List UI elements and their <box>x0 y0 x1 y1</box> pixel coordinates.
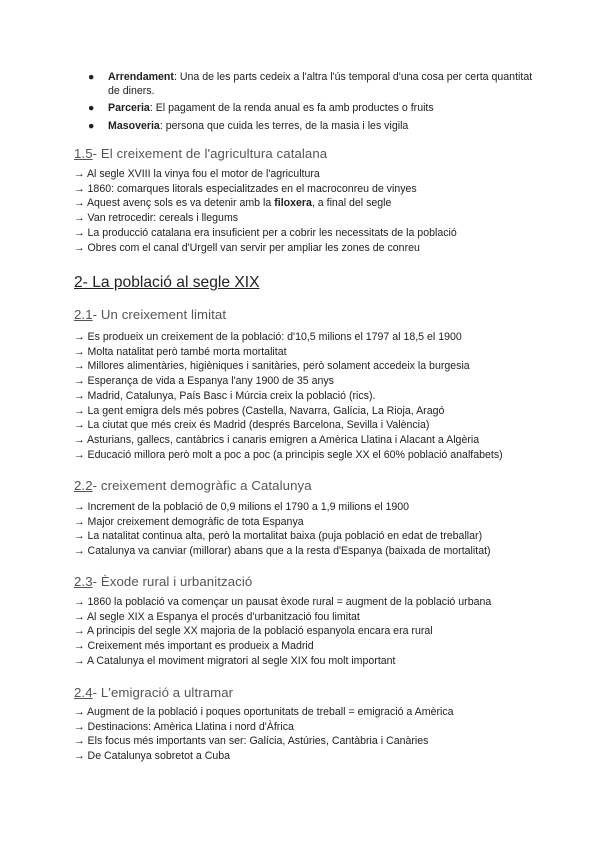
list-item: → Obres com el canal d'Urgell van servir per ampliar les zones de conreu <box>74 241 420 254</box>
bullet-icon: ● <box>88 102 95 115</box>
list-item: → Educació millora però molt a poc a poc (a principis segle XX el 60% població analfabets) <box>74 448 503 461</box>
list-item: → Al segle XIX a Espanya el procés d'urbanització fou limitat <box>74 610 360 623</box>
list-item: → Creixement més important es produeix a Madrid <box>74 640 314 653</box>
list-item: → Increment de la població de 0,9 milions el 1790 a 1,9 milions el 1900 <box>74 501 410 513</box>
section-number: 2.2 <box>74 478 93 493</box>
definition-item <box>88 71 538 98</box>
section-heading-2-3 <box>74 574 252 589</box>
definitions-list <box>88 71 538 137</box>
definition-item <box>88 120 538 134</box>
definition-term: Masoveria <box>108 119 160 132</box>
line-text: , a final del segle <box>311 197 392 210</box>
section-2-2-list <box>74 500 544 559</box>
list-item: → 1860 la població va començar un pausat èxode rural = augment de la població urbana <box>74 596 492 608</box>
chapter-heading <box>74 274 260 292</box>
definition-text: : Una de les parts cedeix a l'altra l'ús temporal d'una cosa per certa quantitat de diners. <box>108 71 533 97</box>
list-item: → Molta natalitat però també morta mortalitat <box>74 345 287 358</box>
list-item: → Esperança de vida a Espanya l'any 1900 de 35 anys <box>74 375 334 388</box>
list-item: → Major creixement demogràfic de tota Espanya <box>74 515 304 528</box>
definition-item <box>88 102 538 116</box>
list-item: → Augment de la població i poques oportunitats de treball = emigració a Amèrica <box>74 706 454 718</box>
list-item: → A principis del segle XX majoria de la població espanyola encara era rural <box>74 625 433 638</box>
list-item: → Els focus més importants van ser: Galícia, Astúries, Cantàbria i Canàries <box>74 735 429 748</box>
section-number: 2.4 <box>74 685 93 700</box>
list-item: → Madrid, Catalunya, País Basc i Múrcia creix la població (rics). <box>74 389 376 402</box>
list-item: → Al segle XVIII la vinya fou el motor de l'agricultura <box>74 168 320 180</box>
section-title: - creixement demogràfic a Catalunya <box>92 478 312 493</box>
list-item: → 1860: comarques litorals especialitzades en el macroconreu de vinyes <box>74 182 417 195</box>
list-item: → Millores alimentàries, higièniques i sanitàries, però solament accedeix la burgesia <box>74 360 470 373</box>
list-item <box>74 196 544 211</box>
list-item: → La ciutat que més creix és Madrid (després Barcelona, Sevilla i València) <box>74 419 430 432</box>
section-heading-2-4 <box>74 685 233 700</box>
list-item: → Es produeix un creixement de la població: d'10,5 milions el 1797 al 18,5 el 1900 <box>74 331 462 343</box>
list-item: → La gent emigra dels més pobres (Castella, Navarra, Galícia, La Rioja, Aragó <box>74 404 445 417</box>
bullet-icon: ● <box>88 119 95 132</box>
section-heading-1-5 <box>74 146 327 161</box>
section-heading-2-1 <box>74 307 226 322</box>
list-item: → Van retrocedir: cereals i llegums <box>74 212 239 225</box>
section-2-1-list <box>74 330 544 462</box>
section-title: - Èxode rural i urbanització <box>92 574 253 589</box>
list-item: → La natalitat continua alta, però la mortalitat baixa (puja població en edat de treballar) <box>74 530 483 543</box>
list-item: → Asturians, gallecs, cantàbrics i canaris emigren a Amèrica Llatina i Alacant a Algèria <box>74 433 480 446</box>
list-item: → De Catalunya sobretot a Cuba <box>74 750 231 763</box>
section-number: 2.3 <box>74 574 93 589</box>
line-text: → Aquest avenç sols es va detenir amb la <box>74 197 275 210</box>
section-number: 1.5 <box>74 146 93 161</box>
definition-text: : El pagament de la renda anual es fa amb productes o fruits <box>149 102 434 115</box>
bullet-icon: ● <box>88 71 95 83</box>
definition-term: Arrendament <box>108 71 174 83</box>
section-title: - El creixement de l'agricultura catalana <box>92 146 328 161</box>
section-title: - L'emigració a ultramar <box>92 685 234 700</box>
list-item: → A Catalunya el moviment migratori al segle XIX fou molt important <box>74 654 396 667</box>
section-2-3-list <box>74 595 544 669</box>
bold-term: filoxera <box>274 197 312 210</box>
definition-term: Parceria <box>108 102 150 115</box>
list-item: → La producció catalana era insuficient per a cobrir les necessitats de la població <box>74 226 457 239</box>
section-number: 2.1 <box>74 307 93 322</box>
section-heading-2-2 <box>74 478 312 493</box>
section-1-5-list <box>74 167 544 255</box>
section-2-4-list <box>74 705 544 764</box>
section-title: - Un creixement limitat <box>92 307 227 322</box>
definition-text: : persona que cuida les terres, de la masia i les vigila <box>159 119 409 132</box>
list-item: → Catalunya va canviar (millorar) abans que a la resta d'Espanya (baixada de mortalitat) <box>74 545 491 558</box>
list-item: → Destinacions: Amèrica Llatina i nord d'Àfrica <box>74 720 294 733</box>
chapter-title: 2- La població al segle XIX <box>74 274 260 291</box>
